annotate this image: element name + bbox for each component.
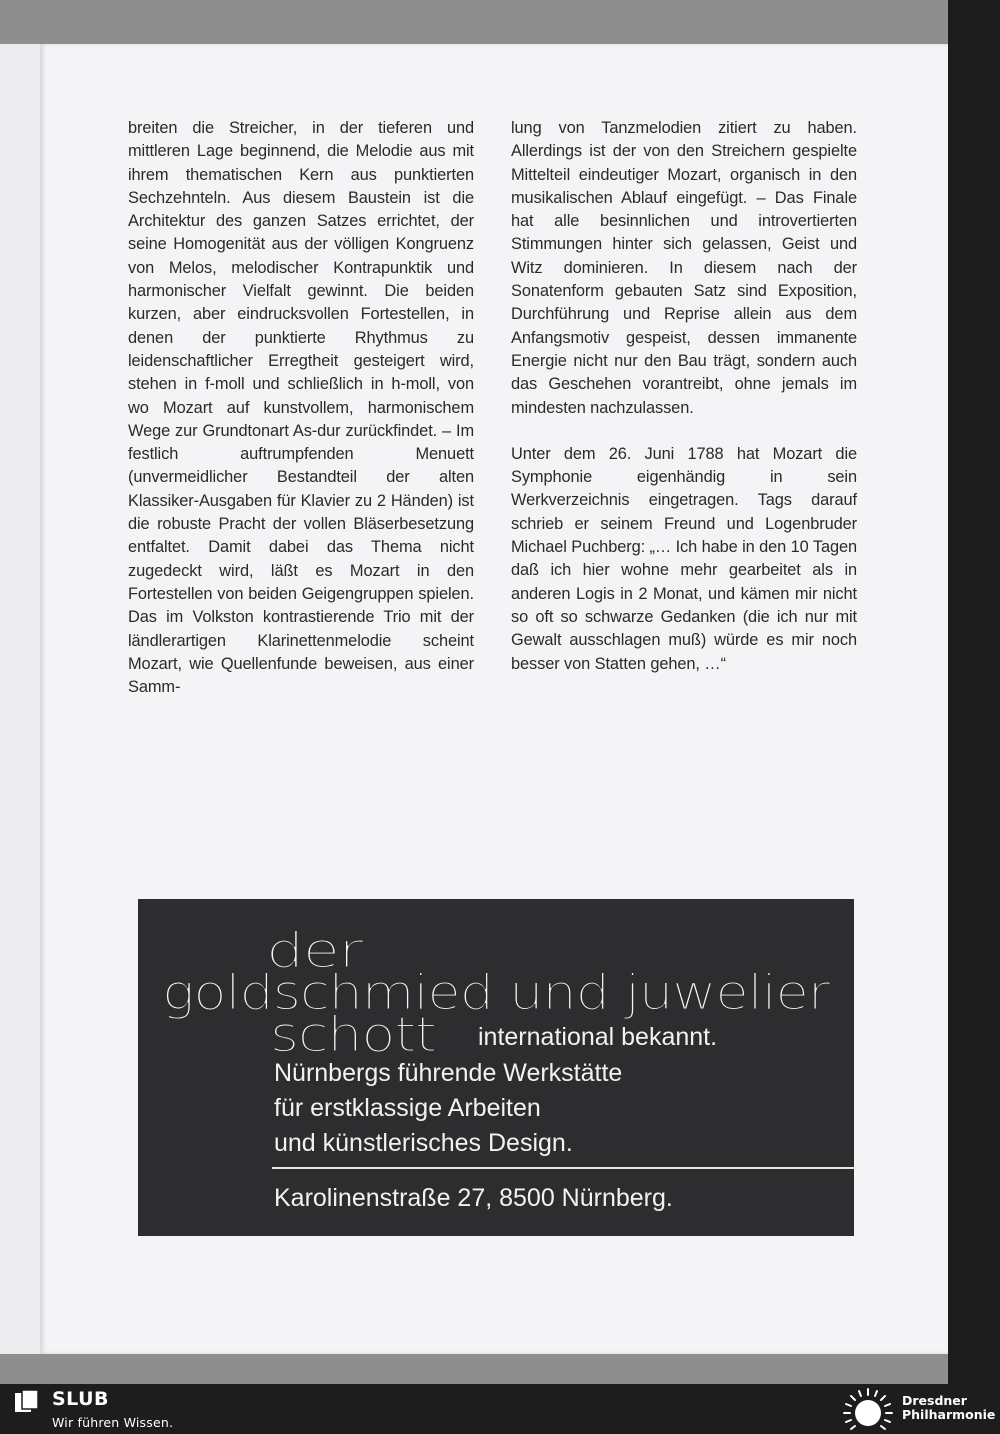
scan-edge	[948, 0, 1000, 1384]
ad-international: international bekannt.	[478, 1023, 718, 1051]
ad-line1: Nürnbergs führende Werkstätte	[274, 1059, 623, 1087]
paragraph: breiten die Streicher, in der tieferen und mittleren Lage beginnend, die Melodie aus mit ihrem thematischen Kern aus punktierten Sechzehnteln. Aus diesem Baustein ist die Architektur des ganzen Satzes errichtet, der seine Homogenität aus der völligen Kongruenz von Melos, melodischer Kontrapunktik und harmonischer Vielfalt gewinnt. Die beiden kurzen, aber eindrucksvollen Fortestellen, in denen der punktierte Rhythmus zu leidenschaftlicher Erregtheit gesteigert wird, stehen in f-moll und schließlich in h-moll, von wo Mozart auf kunstvollem, harmonischem Wege zur Grundtonart As-dur zurückfindet. – Im festlich auftrumpfenden Menuett (unvermeidlicher Bestandteil der alten Klassiker-Ausgaben für Klavier zu 2 Händen) ist die robuste Pracht der vollen Bläserbesetzung entfaltet. Damit dabei das Thema nicht zugedeckt wird, läßt es Mozart in den Fortestellen von beiden Geigengruppen spielen. Das im Volkston kontrastierende Trio mit der ländlerartigen Klarinettenmelodie scheint Mozart, wie Quellenfunde beweisen, aus einer Samm-	[128, 119, 474, 697]
left-page-edge	[0, 44, 40, 1354]
ad-logo-line2: goldschmied und juwelier	[162, 965, 829, 1021]
ad-logo-line3: schott	[270, 1007, 436, 1063]
paragraph: Unter dem 26. Juni 1788 hat Mozart die Symphonie eigenhändig in sein Werkverzeichnis eingetragen. Tags darauf schrieb er seinem Freund und Logenbruder Michael Puchberg: „… Ich habe in den 10 Tagen daß ich hier wohne mehr gearbeitet als in anderen Logis in 2 Monat, und kämen mir nicht so oft so schwarze Gedanken (die ich nur mit Gewalt ausschlagen muß) würde es mir noch besser von Statten gehen, …“	[511, 444, 858, 673]
philharmonie-line2: Philharmonie	[902, 1407, 996, 1422]
advertisement	[138, 899, 854, 1236]
ad-address: Karolinenstraße 27, 8500 Nürnberg.	[274, 1184, 673, 1212]
ad-divider	[272, 1167, 854, 1169]
philharmonie-logo-icon	[840, 1386, 896, 1432]
philharmonie-line1: Dresdner	[902, 1393, 967, 1408]
slub-title: SLUB	[52, 1388, 110, 1410]
slub-tagline: Wir führen Wissen.	[52, 1415, 174, 1430]
ad-line3: und künstlerisches Design.	[274, 1129, 573, 1157]
ad-logo-line1: der	[266, 923, 362, 979]
philharmonie-name	[902, 1394, 995, 1422]
text-column-right	[511, 117, 857, 676]
slub-logo-icon	[14, 1389, 40, 1413]
paragraph: lung von Tanzmelodien zitiert zu haben. Allerdings ist der von den Streichern gespielte Mittelteil eindeutiger Mozart, organisch in den musikalischen Ablauf eingefügt. – Das Finale hat alle besinnlichen und introvertierten Stimmungen hinter sich gelassen, Geist und Witz dominieren. In diesem nach der Sonatenform gebauten Satz sind Exposition, Durchführung und Reprise allein aus dem Anfangsmotiv gespeist, dessen immanente Energie nicht nur den Bau trägt, sondern auch das Geschehen vorantreibt, ohne jemals im mindesten nachzulassen.	[511, 119, 857, 417]
text-column-left	[128, 117, 474, 699]
ad-line2: für erstklassige Arbeiten	[274, 1094, 541, 1122]
